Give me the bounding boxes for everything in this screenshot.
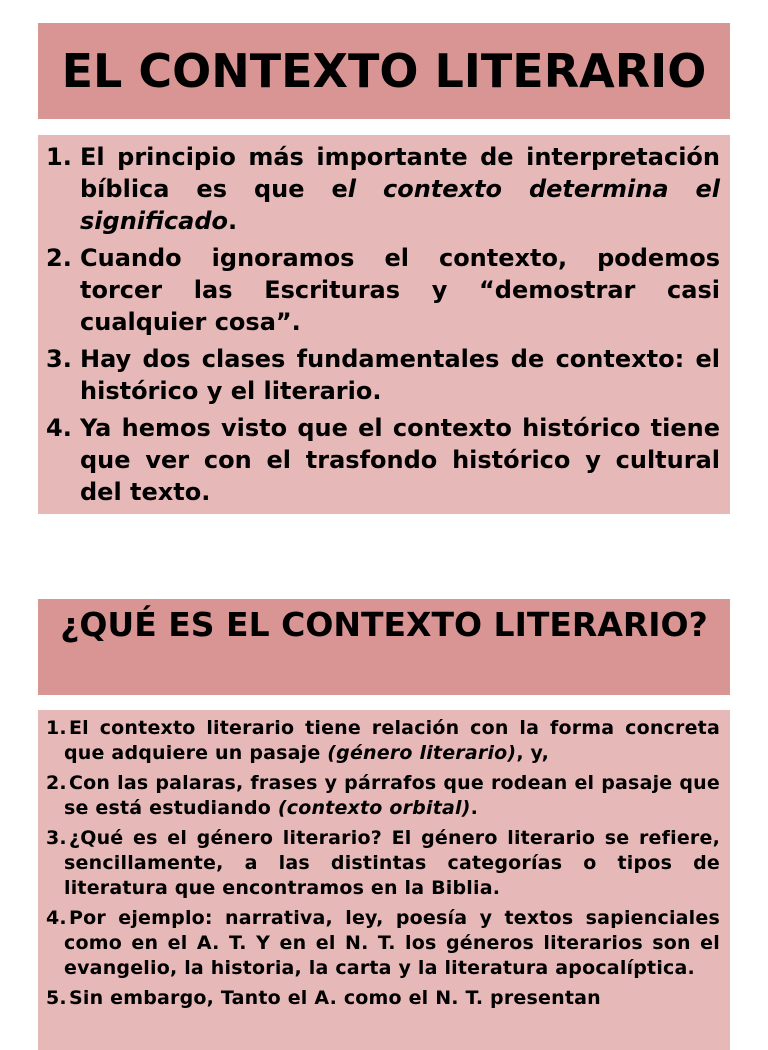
list-item	[46, 906, 720, 981]
item-text: Por ejemplo: narrativa, ley, poesía y textos sapienciales como en el A. T. Y en el N. T. los géneros literarios son el evangelio, la historia, la carta y la literatura apocalíptica.	[64, 907, 720, 979]
item-number: 1.	[46, 717, 67, 739]
slide2-content	[38, 710, 730, 1050]
item-text: Hay dos clases fundamentales de contexto: el histórico y el literario.	[80, 345, 720, 405]
item-number: 2.	[46, 244, 72, 272]
slide2-title-band	[38, 599, 730, 695]
emphasis-text: l contexto determina el significado	[80, 175, 720, 235]
list-item	[46, 986, 720, 1011]
list-item	[46, 412, 720, 508]
item-text: ¿Qué es el género literario? El género literario se refiere, sencillamente, a las distintas categorías o tipos de literatura que encontramos en la Biblia.	[64, 827, 720, 899]
item-text: Cuando ignoramos el contexto, podemos torcer las Escrituras y “demostrar casi cualquier cosa”.	[80, 244, 720, 336]
item-number: 3.	[46, 345, 72, 373]
emphasis-text: (género literario)	[327, 742, 517, 764]
slide1-title: EL CONTEXTO LITERARIO	[61, 44, 707, 98]
item-text: El principio más importante de interpretación bíblica es que el contexto determina el significado.	[80, 143, 720, 235]
slide2-list	[46, 716, 720, 1011]
slide1-content	[38, 135, 730, 514]
slide2-title: ¿QUÉ ES EL CONTEXTO LITERARIO?	[60, 605, 708, 644]
item-number: 3.	[46, 827, 67, 849]
item-number: 4.	[46, 907, 67, 929]
slide1-title-band	[38, 23, 730, 119]
item-text: Sin embargo, Tanto el A. como el N. T. presentan	[69, 987, 601, 1009]
list-item	[46, 826, 720, 901]
item-number: 2.	[46, 772, 67, 794]
list-item: 1. El contexto literario tiene relación con la forma concreta que adquiere un pasaje (género literario), y,	[46, 717, 720, 764]
list-item: 2. Con las palaras, frases y párrafos que rodean el pasaje que se está estudiando (contexto orbital).	[46, 772, 720, 819]
list-item	[46, 242, 720, 338]
list-item	[46, 141, 720, 237]
item-number: 4.	[46, 414, 72, 442]
item-number: 5.	[46, 987, 67, 1009]
slide1-list	[46, 141, 720, 508]
list-item	[46, 343, 720, 407]
item-number: 1.	[46, 143, 72, 171]
item-text: Ya hemos visto que el contexto histórico tiene que ver con el trasfondo histórico y cultural del texto.	[80, 414, 720, 506]
emphasis-text: (contexto orbital)	[277, 797, 471, 819]
